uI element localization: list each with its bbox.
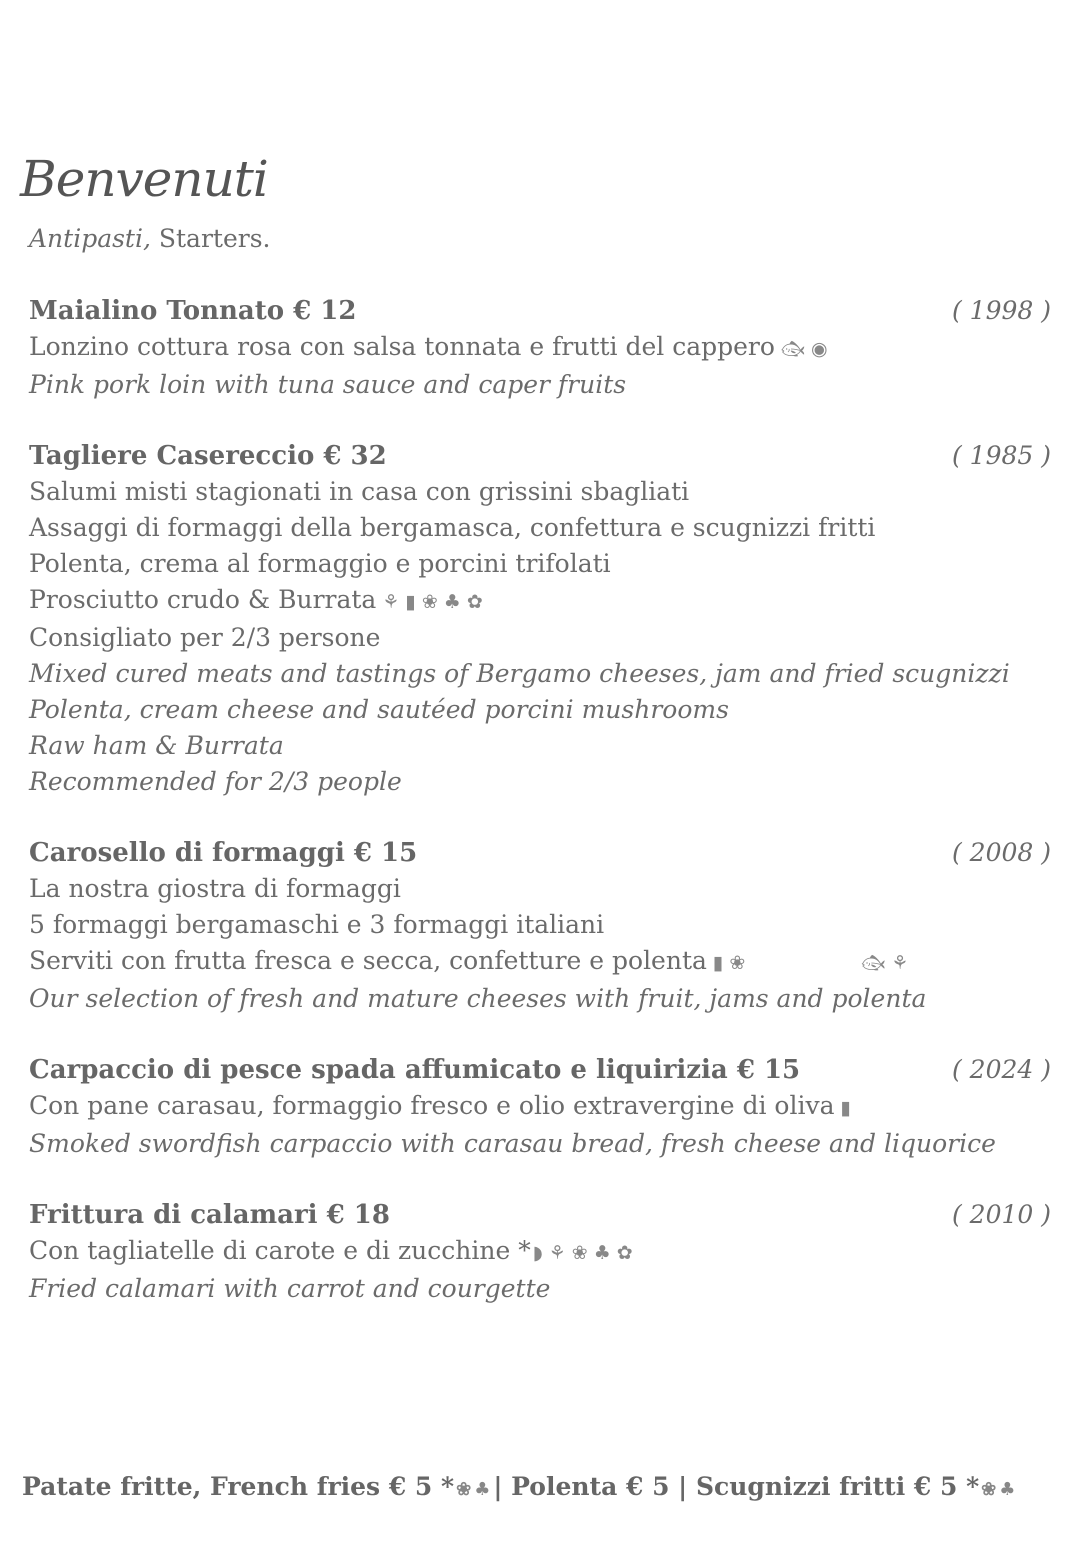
mustard-icon: ✿: [616, 1242, 639, 1264]
menu-item-carpaccio: [29, 1052, 1059, 1162]
milk-icon: ▮: [405, 591, 422, 613]
wheat-icon: ⚘: [382, 591, 406, 613]
menu-item-carosello: [29, 835, 1059, 1017]
item-name: Tagliere Casereccio € 32: [29, 441, 387, 471]
footer-fries: Patate fritte, French fries € 5 *: [22, 1472, 455, 1501]
nuts-icon: ❀: [421, 591, 444, 613]
item-translation: Pink pork loin with tuna sauce and caper fruits: [29, 370, 627, 399]
allergen-icons: [533, 1242, 639, 1264]
milk-icon: ▮: [840, 1097, 857, 1119]
item-description: Polenta, crema al formaggio e porcini trifolati: [29, 549, 611, 578]
item-year: ( 1998 ): [951, 296, 1051, 325]
item-translation: Our selection of fresh and mature cheeses with fruit, jams and polenta: [29, 984, 927, 1013]
item-description: Con tagliatelle di carote e di zucchine * ◗⚘❀♣✿: [29, 1236, 639, 1265]
item-translation: Recommended for 2/3 people: [29, 767, 402, 796]
wheat-icon: ⚘: [548, 1242, 572, 1264]
item-name: Carosello di formaggi € 15: [29, 838, 418, 868]
item-year: ( 2008 ): [951, 838, 1051, 867]
nuts-icon: ❀: [571, 1242, 594, 1264]
allergen-icons: [456, 1479, 493, 1500]
item-year: ( 1985 ): [951, 441, 1051, 470]
section-title-plain: Starters.: [150, 224, 271, 253]
nuts-icon: ❀: [456, 1479, 475, 1500]
item-translation: Raw ham & Burrata: [29, 731, 284, 760]
fish-icon: 🐟︎: [780, 338, 812, 360]
item-name: Maialino Tonnato € 12: [29, 296, 357, 326]
shellfish-icon: ◗: [532, 1242, 549, 1264]
item-description: Prosciutto crudo & Burrata ⚘▮❀♣✿: [29, 585, 489, 614]
item-description: La nostra giostra di formaggi: [29, 874, 401, 903]
item-year: ( 2024 ): [951, 1055, 1051, 1084]
nuts-icon: ❀: [981, 1479, 1000, 1500]
page-title-script: Benvenuti: [20, 150, 268, 208]
item-name: Frittura di calamari € 18: [29, 1200, 390, 1230]
section-title-italic: Antipasti,: [29, 224, 151, 253]
nuts-icon: ❀: [729, 952, 752, 974]
menu-item-frittura: [29, 1197, 1059, 1307]
celery-icon: ♣: [593, 1242, 617, 1264]
menu-item-maialino: [29, 293, 1059, 403]
item-description: Salumi misti stagionati in casa con grissini sbagliati: [29, 477, 690, 506]
footer-polenta-scugnizzi: | Polenta € 5 | Scugnizzi fritti € 5 *: [493, 1472, 980, 1501]
item-year: ( 2010 ): [951, 1200, 1051, 1229]
item-name: Carpaccio di pesce spada affumicato e liquirizia € 15: [29, 1055, 801, 1085]
fish-icon: 🐟︎: [861, 952, 892, 974]
celery-icon: ♣: [474, 1479, 494, 1500]
allergen-icons: [382, 591, 488, 613]
item-translation: Fried calamari with carrot and courgette: [29, 1274, 551, 1303]
item-translation: Smoked swordfish carpaccio with carasau bread, fresh cheese and liquorice: [29, 1129, 996, 1158]
mustard-icon: ✿: [466, 591, 489, 613]
sides-footer: [22, 1472, 1018, 1501]
item-description: Serviti con frutta fresca e secca, confetture e polenta ▮❀ 🐟︎⚘: [29, 946, 915, 975]
celery-icon: ♣: [999, 1479, 1019, 1500]
wheat-icon: ⚘: [891, 952, 915, 974]
item-translation: Polenta, cream cheese and sautéed porcini mushrooms: [29, 695, 729, 724]
item-description: Lonzino cottura rosa con salsa tonnata e frutti del cappero 🐟︎◉: [29, 332, 834, 361]
allergen-icons: [840, 1097, 856, 1119]
item-description: Consigliato per 2/3 persone: [29, 623, 381, 652]
allergen-icons: [781, 338, 834, 360]
item-description: 5 formaggi bergamaschi e 3 formaggi italiani: [29, 910, 605, 939]
allergen-icons-extra: [861, 952, 914, 974]
allergen-icons: [981, 1479, 1018, 1500]
menu-item-tagliere: [29, 438, 1059, 800]
section-title: [29, 224, 270, 253]
egg-icon: ◉: [811, 338, 834, 360]
item-description: Assaggi di formaggi della bergamasca, confettura e scugnizzi fritti: [29, 513, 876, 542]
allergen-icons: [713, 952, 751, 974]
item-description: Con pane carasau, formaggio fresco e olio extravergine di oliva ▮: [29, 1091, 857, 1120]
item-translation: Mixed cured meats and tastings of Bergamo cheeses, jam and fried scugnizzi: [29, 659, 1010, 688]
milk-icon: ▮: [712, 952, 730, 974]
celery-icon: ♣: [443, 591, 467, 613]
